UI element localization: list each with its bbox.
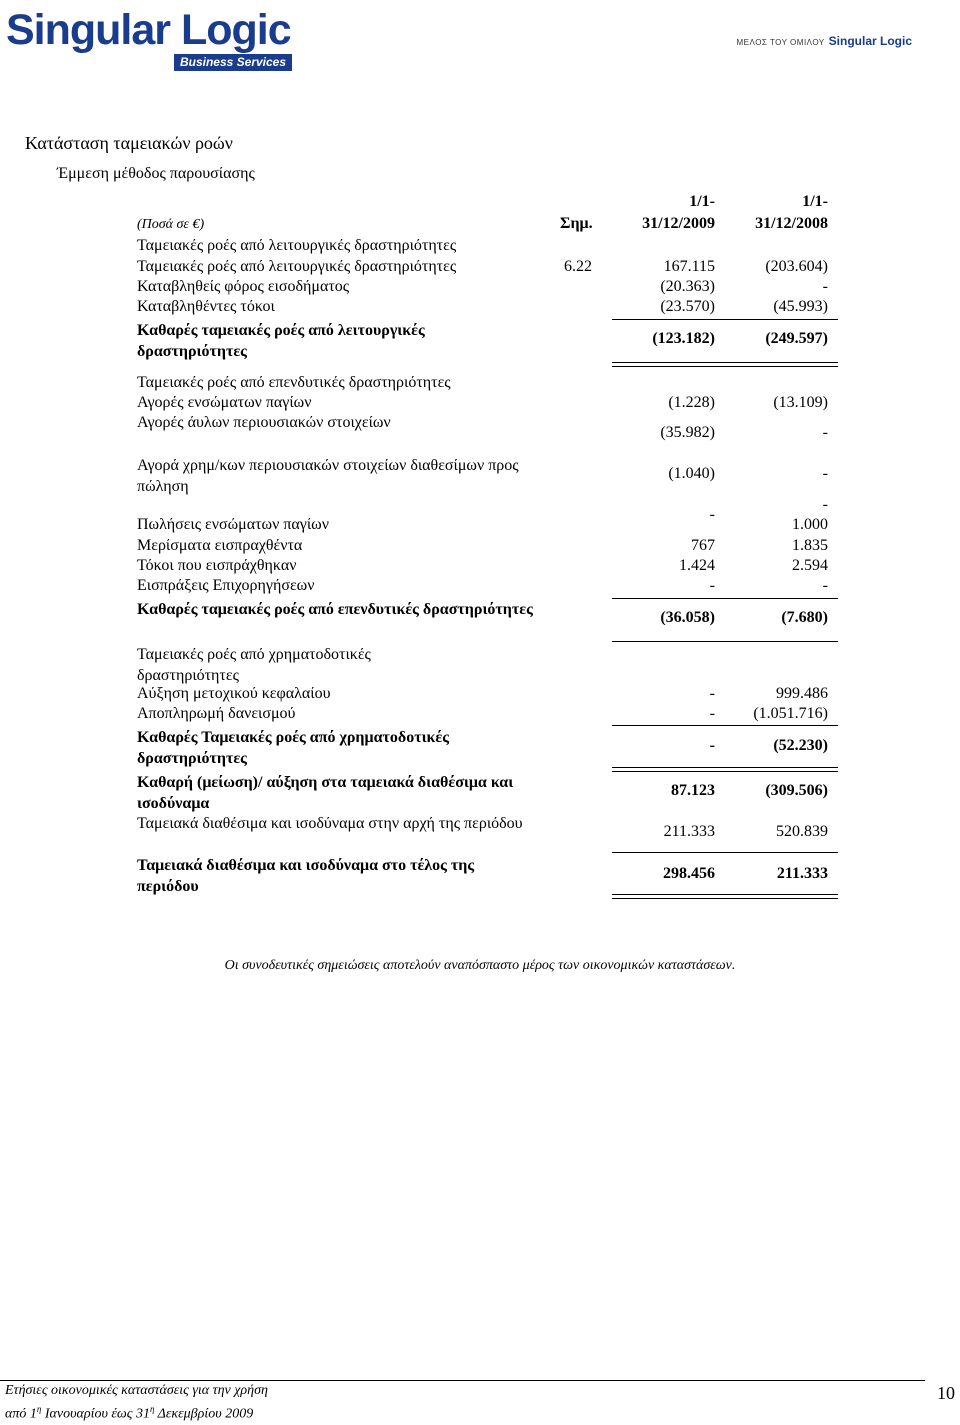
group-member-mark: ΜΕΛΟΣ ΤΟΥ ΟΜΙΛΟΥ Singular Logic bbox=[736, 34, 912, 48]
period1-header-line1: 1/1- bbox=[689, 193, 715, 210]
subtotal-rule bbox=[612, 852, 838, 853]
subtotal-rule bbox=[612, 319, 838, 320]
note-column-header: Σημ. bbox=[560, 215, 593, 232]
period1-header-line2: 31/12/2009 bbox=[642, 215, 715, 232]
logo-wordmark: Singular Logic bbox=[6, 6, 291, 54]
page-subtitle: Έμμεση μέθοδος παρουσίασης bbox=[57, 165, 255, 182]
page-title: Κατάσταση ταμειακών ροών bbox=[25, 133, 233, 153]
footnote: Οι συνοδευτικές σημειώσεις αποτελούν αναπόσπαστο μέρος των οικονομικών καταστάσεων. bbox=[224, 958, 736, 973]
singular-logic-logo bbox=[6, 4, 291, 70]
period2-header-line2: 31/12/2008 bbox=[755, 215, 828, 232]
footer-rule bbox=[0, 1380, 925, 1381]
footer-line2: από $1^\eta$ Ιανουαρίου έως $31^\eta$ Δεκεμβρίου 2009 bbox=[5, 1404, 254, 1422]
logo-subtitle: Business Services bbox=[174, 54, 292, 71]
total-double-rule bbox=[612, 894, 838, 899]
footer-line1: Ετήσιες οικονομικές καταστάσεις για την χρήση bbox=[5, 1383, 268, 1398]
page-number: 10 bbox=[937, 1383, 955, 1403]
amounts-label: (Ποσά σε €) bbox=[137, 217, 205, 232]
subtotal-rule bbox=[612, 598, 838, 599]
subtotal-rule bbox=[612, 725, 838, 726]
total-double-rule bbox=[612, 767, 838, 772]
period2-header-line1: 1/1- bbox=[802, 193, 828, 210]
total-double-rule bbox=[612, 362, 838, 367]
total-rule bbox=[612, 641, 838, 642]
